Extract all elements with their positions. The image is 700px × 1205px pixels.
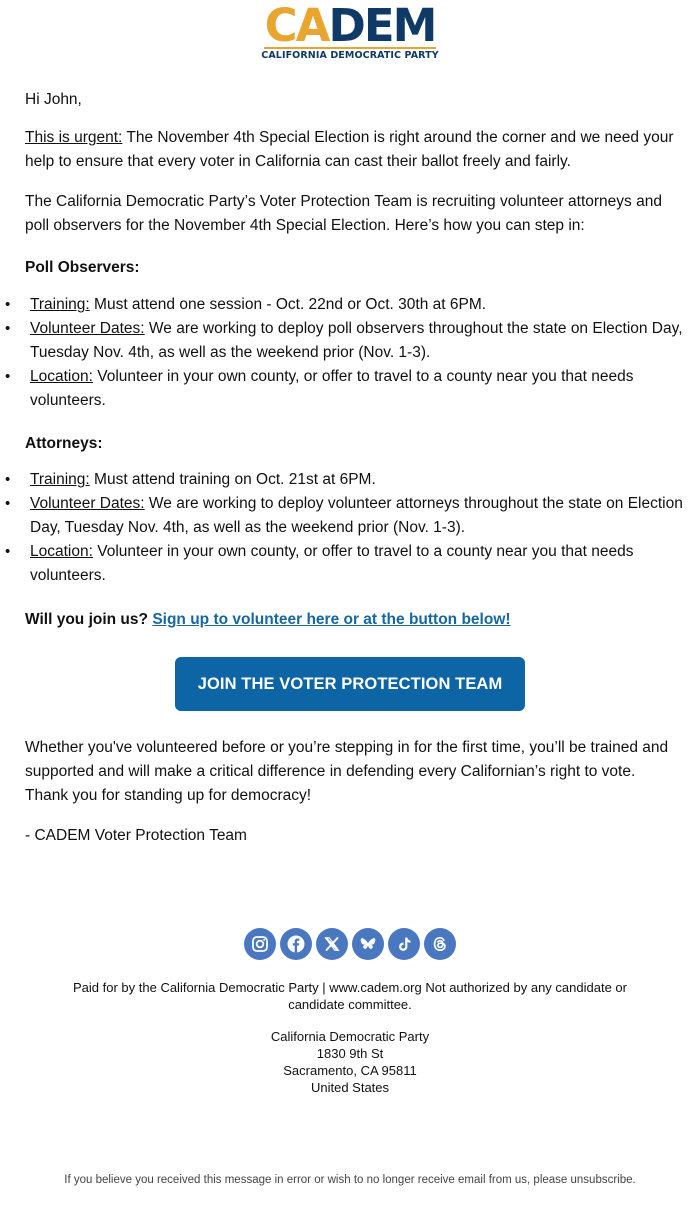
logo-dem: DEM: [328, 0, 436, 52]
signature: - CADEM Voter Protection Team: [25, 827, 247, 844]
mailing-address: [60, 1028, 640, 1096]
recruiting-paragraph: The California Democratic Party’s Voter Protection Team is recruiting volunteer attorneys and poll observers for the November 4th Special Election. Here’s how you can step in:: [25, 193, 662, 234]
list-item: [30, 293, 700, 317]
item-text: Volunteer in your own county, or offer to travel to a county near you that needs volunteers.: [30, 543, 634, 584]
logo-wordmark: [264, 0, 436, 52]
item-text: Must attend one session - Oct. 22nd or Oct. 30th at 6PM.: [89, 296, 487, 313]
facebook-icon[interactable]: [280, 928, 312, 960]
list-item: [30, 468, 700, 492]
list-item: [30, 317, 700, 365]
item-label: Training:: [30, 471, 90, 488]
urgent-paragraph: [25, 126, 675, 174]
urgent-text: The November 4th Special Election is right around the corner and we need your help to ensure that every voter in California can cast their ballot freely and fairly.: [25, 129, 674, 170]
item-label: Location:: [30, 543, 93, 560]
address-line: Sacramento, CA 95811: [283, 1063, 417, 1078]
list-item: [30, 365, 700, 413]
poll-observers-heading: Poll Observers:: [25, 259, 140, 276]
logo-subtitle: CALIFORNIA DEMOCRATIC PARTY: [261, 50, 439, 61]
instagram-icon[interactable]: [244, 928, 276, 960]
threads-icon[interactable]: [424, 928, 456, 960]
closing-paragraph: Whether you've volunteered before or you’re stepping in for the first time, you’ll be trained and supported and will make a critical difference in defending every Californian’s right to vote. Thank you for standing up for democracy!: [25, 739, 669, 804]
join-line: [25, 608, 675, 632]
cadem-logo[interactable]: [0, 0, 700, 61]
list-item: [30, 540, 700, 588]
social-icons: [244, 928, 456, 960]
item-label: Volunteer Dates:: [30, 320, 145, 337]
item-text: We are working to deploy volunteer attorneys throughout the state on Election Day, Tuesday Nov. 4th, as well as the weekend prior (Nov. 1-3).: [30, 495, 683, 536]
x-icon[interactable]: [316, 928, 348, 960]
poll-observers-list: [0, 293, 700, 413]
address-line: California Democratic Party: [270, 1029, 430, 1044]
item-text: Volunteer in your own county, or offer to travel to a county near you that needs volunteers.: [30, 368, 634, 409]
signup-link[interactable]: Sign up to volunteer here or at the button below!: [152, 611, 511, 628]
attorneys-heading: Attorneys:: [25, 435, 103, 452]
greeting: Hi John,: [25, 91, 82, 108]
address-line: United States: [310, 1080, 390, 1095]
attorneys-list: [0, 468, 700, 588]
join-question: Will you join us?: [25, 611, 148, 628]
urgent-label: This is urgent:: [25, 129, 123, 146]
unsubscribe-text[interactable]: If you believe you received this message in error or wish to no longer receive email from us, please unsubscribe.: [64, 1174, 636, 1186]
logo-ca: CA: [264, 0, 329, 52]
address-line: 1830 9th St: [316, 1046, 384, 1061]
item-text: Must attend training on Oct. 21st at 6PM.: [89, 471, 376, 488]
join-voter-protection-button[interactable]: JOIN THE VOTER PROTECTION TEAM: [175, 657, 525, 711]
item-label: Training:: [30, 296, 90, 313]
item-label: Volunteer Dates:: [30, 495, 145, 512]
list-item: [30, 492, 700, 540]
item-text: We are working to deploy poll observers throughout the state on Election Day, Tuesday Nov. 4th, as well as the weekend prior (Nov. 1-3).: [30, 320, 683, 361]
bluesky-icon[interactable]: [352, 928, 384, 960]
paid-for-disclaimer: Paid for by the California Democratic Party | www.cadem.org Not authorized by any candidate or candidate committee.: [73, 980, 627, 1012]
item-label: Location:: [30, 368, 93, 385]
tiktok-icon[interactable]: [388, 928, 420, 960]
